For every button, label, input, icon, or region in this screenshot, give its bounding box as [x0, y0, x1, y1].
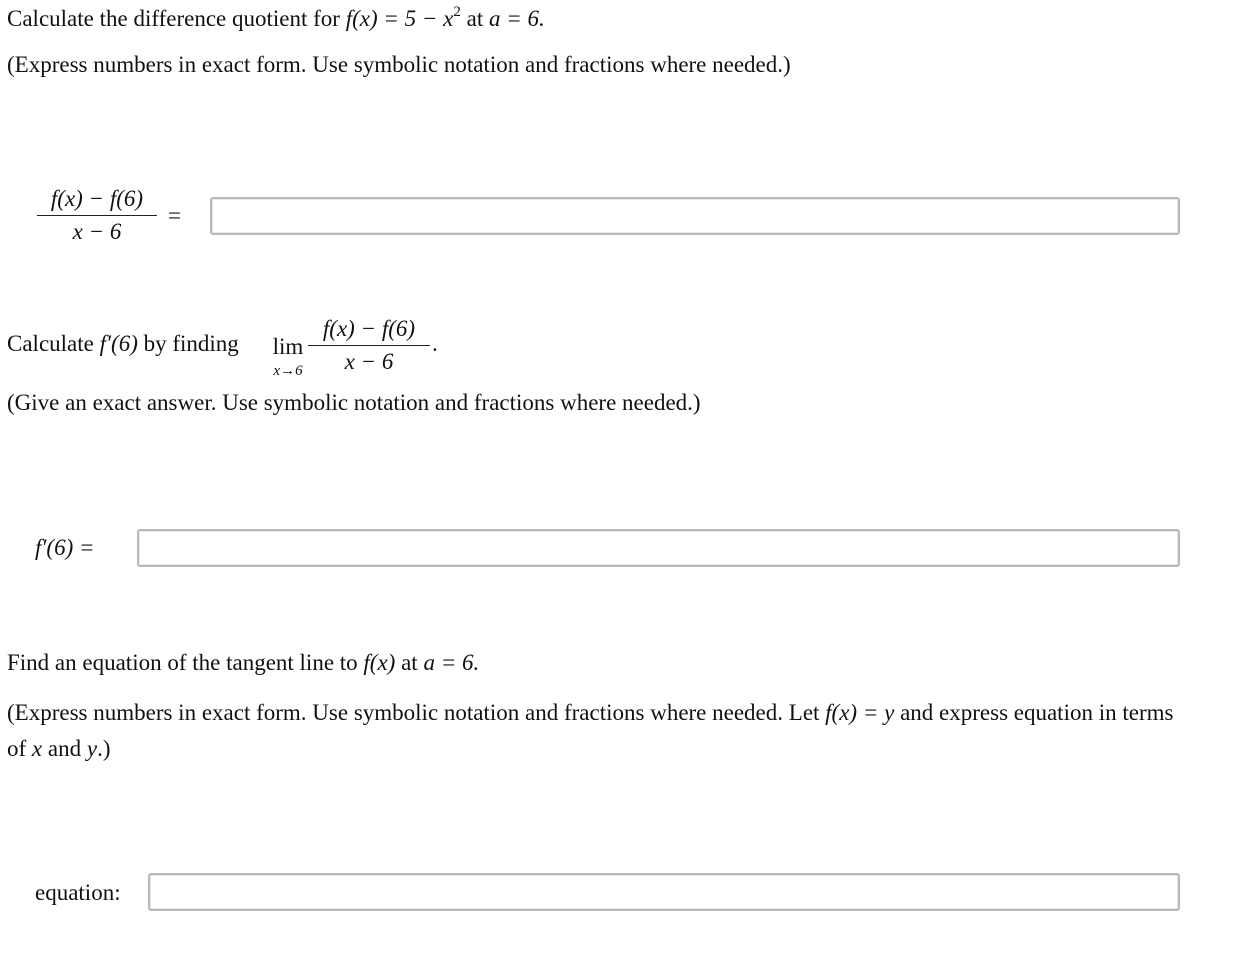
q1-function: $f(x) = 5 - x^2$ — [345, 4, 461, 31]
q1-exponent: 2 — [453, 4, 461, 20]
q3-answer-input[interactable] — [148, 873, 1180, 911]
q1-equals-sign: = — [168, 203, 181, 228]
q3-answer-label: equation: — [35, 880, 121, 905]
q3-instruction-line2: of x and y.) — [7, 736, 111, 761]
q2-prompt-lead: Calculate f′(6) by finding — [7, 331, 239, 356]
q2-limit-subscript: x→6 — [273, 363, 303, 379]
q3-a-value: a = 6. — [423, 650, 480, 675]
q2-fprime: f′(6) — [99, 331, 138, 356]
q2-fraction-denominator: x − 6 — [344, 349, 394, 374]
q2-period: . — [432, 331, 438, 356]
q2-limit — [268, 335, 308, 379]
q2-answer-label: f′(6) = — [35, 535, 95, 560]
q3-var-y: y — [86, 736, 98, 761]
q3-prompt: Find an equation of the tangent line to f(x) at a = 6. — [7, 650, 480, 675]
q2-answer-input[interactable] — [137, 529, 1180, 567]
q2-fraction-numerator: f(x) − f(6) — [308, 316, 430, 346]
q3-var-x: x — [31, 736, 43, 761]
q1-fraction-denominator: x − 6 — [72, 219, 122, 244]
q1-prompt-lead: Calculate the difference quotient for — [7, 6, 346, 31]
q1-answer-input[interactable] — [210, 197, 1180, 235]
q2-by-finding: by finding — [137, 331, 239, 356]
q3-function: f(x) — [363, 650, 396, 675]
q3-at: at — [395, 650, 424, 675]
q1-prompt — [7, 6, 545, 32]
q3-instruction-math: f(x) = y — [825, 700, 895, 725]
q1-difference-quotient — [37, 186, 157, 245]
q1-fraction-numerator: f(x) − f(6) — [37, 186, 157, 216]
q1-at: at — [460, 6, 489, 31]
q2-limit-fraction — [308, 316, 430, 375]
q2-instruction: (Give an exact answer. Use symbolic notation and fractions where needed.) — [7, 390, 701, 415]
q3-instruction-line1: (Express numbers in exact form. Use symbolic notation and fractions where needed. Let f(x) = y and express equation in terms — [7, 700, 1174, 725]
q1-a-value: a = 6. — [488, 6, 545, 31]
q1-instruction: (Express numbers in exact form. Use symbolic notation and fractions where needed.) — [7, 52, 791, 77]
q2-limit-text: lim — [272, 334, 304, 359]
